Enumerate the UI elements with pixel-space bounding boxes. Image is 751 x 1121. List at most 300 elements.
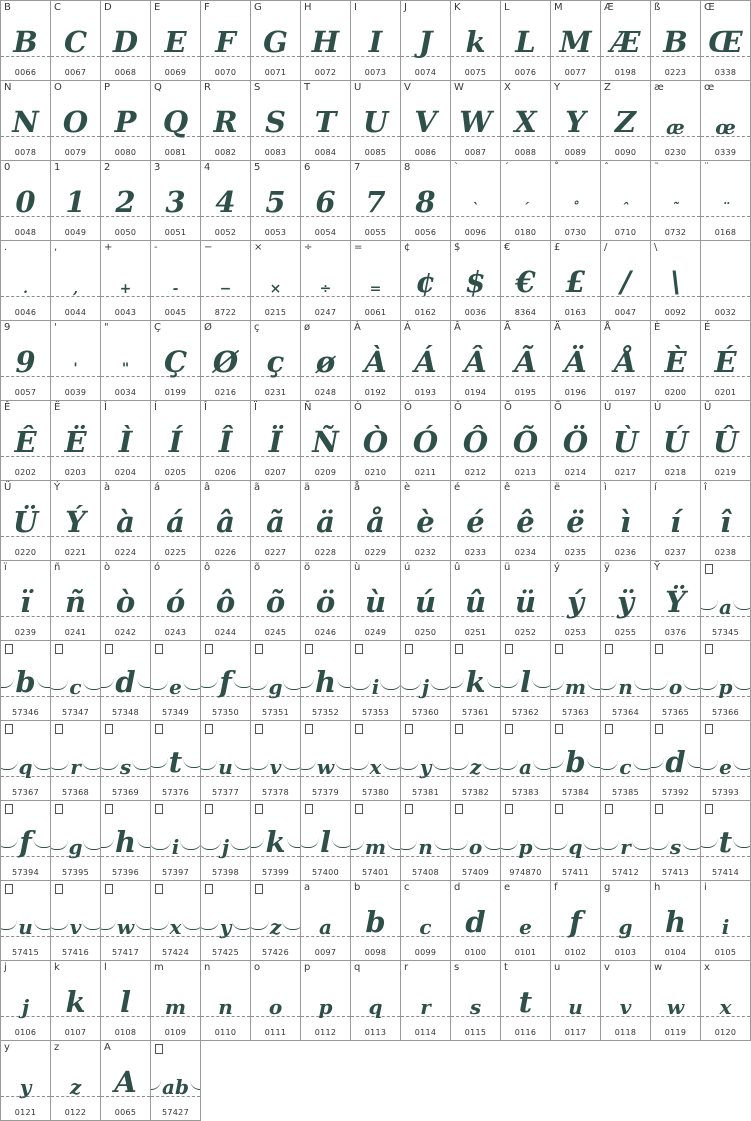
character-code: 0116 (514, 1028, 537, 1037)
glyph-sample: y (400, 747, 450, 787)
glyph-sample: Ä (564, 345, 587, 379)
glyph-cell (550, 880, 600, 960)
glyph-cell (600, 640, 650, 720)
character-label: 2 (104, 162, 111, 173)
character-code: 0114 (414, 1028, 437, 1037)
character-label: u (554, 962, 561, 973)
character-code: 0043 (114, 308, 137, 317)
glyph-sample: V (414, 105, 437, 139)
glyph-cell (450, 800, 500, 880)
glyph-sample: s (100, 747, 150, 787)
glyph-cell (150, 880, 200, 960)
character-label: Ô (454, 402, 462, 413)
glyph-cell (100, 960, 150, 1040)
glyph-cell (650, 240, 700, 320)
character-code: 0036 (464, 308, 487, 317)
character-code: 57363 (562, 708, 589, 717)
character-code: 0202 (14, 468, 37, 477)
glyph-sample: D (112, 25, 139, 59)
character-code: 0088 (514, 148, 537, 157)
glyph-sample: Ò (362, 425, 389, 459)
missing-glyph-box-icon (705, 564, 713, 574)
character-code: 57353 (362, 708, 389, 717)
glyph-sample: ô (215, 585, 236, 619)
character-label: 1 (54, 162, 61, 173)
glyph-sample: ´ (522, 201, 529, 217)
character-code: 57349 (162, 708, 189, 717)
glyph-cell (0, 320, 50, 400)
glyph-sample: y (19, 1075, 32, 1099)
glyph-sample: u (0, 907, 50, 947)
glyph-sample: u (200, 747, 250, 787)
glyph-cell (450, 720, 500, 800)
character-code: 0039 (64, 388, 87, 397)
character-label: - (154, 242, 158, 253)
character-label: Ø (204, 322, 212, 333)
character-code: 0255 (614, 628, 637, 637)
glyph-cell (400, 800, 450, 880)
glyph-cell (350, 0, 400, 80)
glyph-sample: × (269, 281, 282, 297)
glyph-sample (700, 262, 751, 302)
character-code: 0192 (364, 388, 387, 397)
glyph-cell (50, 560, 100, 640)
glyph-cell (450, 160, 500, 240)
glyph-sample: w (666, 995, 685, 1019)
glyph-sample: j (200, 827, 250, 867)
glyph-cell (400, 880, 450, 960)
glyph-sample: G (263, 25, 288, 59)
glyph-sample: o (450, 827, 500, 867)
character-label: T (304, 82, 311, 93)
character-code: 57399 (262, 868, 289, 877)
glyph-sample: Œ (708, 25, 743, 59)
glyph-sample: h (100, 822, 150, 862)
glyph-sample: n (218, 995, 233, 1019)
glyph-sample: Ÿ (665, 585, 686, 619)
glyph-cell (0, 1040, 50, 1121)
character-code: 0107 (64, 1028, 87, 1037)
glyph-cell (450, 320, 500, 400)
glyph-cell (400, 80, 450, 160)
glyph-cell (550, 160, 600, 240)
character-code: 0209 (314, 468, 337, 477)
character-code: 0049 (64, 228, 87, 237)
glyph-cell (400, 160, 450, 240)
character-code: 0109 (164, 1028, 187, 1037)
glyph-sample: é (466, 505, 485, 539)
glyph-sample: M (559, 25, 592, 59)
character-label: ë (554, 482, 561, 493)
glyph-cell (300, 480, 350, 560)
character-code: 57382 (462, 788, 489, 797)
glyph-cell (400, 0, 450, 80)
glyph-sample: a (700, 587, 751, 627)
character-label: a (304, 882, 311, 893)
glyph-cell (200, 240, 250, 320)
missing-glyph-box-icon (355, 804, 363, 814)
character-label: i (704, 882, 707, 893)
glyph-sample: Y (565, 105, 586, 139)
glyph-cell (350, 720, 400, 800)
glyph-sample: b (550, 742, 600, 782)
glyph-cell (700, 240, 751, 320)
glyph-cell (550, 720, 600, 800)
character-code: 0076 (514, 68, 537, 77)
character-code: 0077 (564, 68, 587, 77)
missing-glyph-box-icon (105, 804, 113, 814)
glyph-cell (500, 400, 550, 480)
glyph-cell (700, 400, 751, 480)
glyph-cell (550, 640, 600, 720)
character-code: 0081 (164, 148, 187, 157)
character-label: ü (504, 562, 511, 573)
character-code: 0221 (64, 548, 87, 557)
glyph-sample: . (23, 281, 28, 297)
glyph-cell (300, 800, 350, 880)
glyph-cell (350, 320, 400, 400)
glyph-cell (250, 400, 300, 480)
character-code: 0056 (414, 228, 437, 237)
missing-glyph-box-icon (255, 644, 263, 654)
character-label: ' (54, 322, 57, 333)
glyph-sample: œ (715, 115, 736, 139)
character-code: 0376 (664, 628, 687, 637)
character-label: Y (554, 82, 561, 93)
glyph-cell (250, 0, 300, 80)
glyph-sample: f (200, 662, 250, 702)
glyph-cell (700, 160, 751, 240)
character-code: 0245 (264, 628, 287, 637)
glyph-cell (150, 400, 200, 480)
character-code: 0119 (664, 1028, 687, 1037)
glyph-sample: Ô (462, 425, 489, 459)
glyph-sample: " (121, 361, 130, 377)
glyph-sample: Î (218, 425, 233, 459)
glyph-sample: Ê (14, 425, 37, 459)
missing-glyph-box-icon (205, 644, 213, 654)
glyph-sample: / (620, 265, 631, 299)
character-label: ù (354, 562, 361, 573)
character-code: 0203 (64, 468, 87, 477)
character-label: \ (654, 242, 658, 253)
glyph-sample: I (368, 25, 383, 59)
character-label: Ì (104, 402, 107, 413)
glyph-cell (500, 480, 550, 560)
character-label: / (604, 242, 608, 253)
glyph-sample: U (362, 105, 389, 139)
glyph-sample: û (464, 585, 487, 619)
glyph-cell (200, 0, 250, 80)
character-code: 0053 (264, 228, 287, 237)
glyph-cell (200, 960, 250, 1041)
glyph-sample: ` (472, 201, 479, 217)
character-label: Ç (154, 322, 161, 333)
character-label: p (304, 962, 311, 973)
character-label: ˚ (554, 162, 559, 173)
glyph-cell (500, 80, 550, 160)
character-code: 0089 (564, 148, 587, 157)
character-code: 57378 (262, 788, 289, 797)
glyph-cell (400, 480, 450, 560)
character-code: 0055 (364, 228, 387, 237)
character-label: k (54, 962, 60, 973)
glyph-sample: õ (265, 585, 286, 619)
glyph-cell (700, 0, 751, 80)
glyph-cell (300, 960, 350, 1041)
character-label: í (654, 482, 657, 493)
missing-glyph-box-icon (505, 724, 513, 734)
character-label: ä (304, 482, 311, 493)
glyph-cell (150, 0, 200, 80)
glyph-cell (200, 160, 250, 240)
missing-glyph-box-icon (305, 644, 313, 654)
glyph-sample: c (419, 915, 432, 939)
character-code: 0210 (364, 468, 387, 477)
glyph-cell (350, 560, 400, 640)
character-code: 0251 (464, 628, 487, 637)
character-label: U (354, 82, 362, 93)
glyph-sample: z (69, 1075, 82, 1099)
character-code: 0092 (664, 308, 687, 317)
glyph-cell (350, 160, 400, 240)
glyph-cell (200, 320, 250, 400)
character-label: À (354, 322, 361, 333)
glyph-cell (250, 800, 300, 880)
character-code: 57413 (662, 868, 689, 877)
glyph-sample: ï (19, 585, 32, 619)
glyph-sample: W (459, 105, 492, 139)
glyph-cell (250, 80, 300, 160)
character-code: 0087 (464, 148, 487, 157)
character-code: 0207 (264, 468, 287, 477)
character-code: 0197 (614, 388, 637, 397)
glyph-cell (0, 160, 50, 240)
character-label: Q (154, 82, 162, 93)
glyph-sample: q (368, 995, 383, 1019)
glyph-sample: A (114, 1065, 137, 1099)
character-label: 0 (4, 162, 11, 173)
glyph-cell (150, 1040, 201, 1121)
character-code: 0072 (314, 68, 337, 77)
character-label: ´ (504, 162, 509, 173)
glyph-cell (300, 640, 350, 720)
character-code: 57417 (112, 948, 139, 957)
character-code: 0078 (14, 148, 37, 157)
character-code: 0083 (264, 148, 287, 157)
character-code: 0250 (414, 628, 437, 637)
character-code: 0168 (714, 228, 737, 237)
glyph-sample: Ñ (312, 425, 339, 459)
character-label: È (654, 322, 661, 333)
missing-glyph-box-icon (505, 644, 513, 654)
glyph-cell (500, 160, 550, 240)
character-code: 0218 (664, 468, 687, 477)
character-label: Ó (404, 402, 412, 413)
missing-glyph-box-icon (55, 724, 63, 734)
missing-glyph-box-icon (605, 724, 613, 734)
character-label: J (404, 2, 407, 13)
glyph-cell (600, 320, 650, 400)
glyph-sample: É (714, 345, 737, 379)
character-label: Z (604, 82, 611, 93)
glyph-cell (450, 0, 500, 80)
character-code: 57425 (212, 948, 239, 957)
glyph-cell (400, 720, 450, 800)
character-label: v (604, 962, 610, 973)
glyph-sample: ÷ (319, 281, 332, 297)
glyph-cell (500, 560, 550, 640)
character-code: 57376 (162, 788, 189, 797)
character-code: 0061 (364, 308, 387, 317)
character-code: 0113 (364, 1028, 387, 1037)
character-label: E (154, 2, 161, 13)
character-label: H (304, 2, 312, 13)
character-label: M (554, 2, 563, 13)
character-code: 0195 (514, 388, 537, 397)
glyph-sample: Æ (610, 25, 641, 59)
glyph-cell (150, 240, 200, 320)
glyph-sample: ã (266, 505, 285, 539)
glyph-sample: v (619, 995, 632, 1019)
missing-glyph-box-icon (655, 644, 663, 654)
character-code: 0232 (414, 548, 437, 557)
glyph-sample: b (0, 662, 50, 702)
glyph-cell (300, 240, 350, 320)
glyph-sample: f (0, 822, 50, 862)
glyph-sample: ù (364, 585, 387, 619)
character-code: 57361 (462, 708, 489, 717)
character-code: 0206 (214, 468, 237, 477)
glyph-cell (150, 720, 200, 800)
glyph-cell (300, 320, 350, 400)
glyph-sample: 4 (215, 185, 236, 219)
character-code: 57348 (112, 708, 139, 717)
character-code: 0228 (314, 548, 337, 557)
glyph-sample: g (50, 827, 100, 867)
glyph-sample: ¢ (415, 265, 436, 299)
character-code: 0339 (714, 148, 737, 157)
glyph-sample: g (250, 667, 300, 707)
character-code: 0101 (514, 948, 537, 957)
character-label: ú (404, 562, 411, 573)
character-code: 0085 (364, 148, 387, 157)
character-label: m (154, 962, 164, 973)
character-code: 8364 (514, 308, 537, 317)
character-label: 5 (254, 162, 261, 173)
character-code: 0237 (664, 548, 687, 557)
glyph-cell (150, 960, 200, 1040)
missing-glyph-box-icon (155, 884, 163, 894)
character-code: 0223 (664, 68, 687, 77)
missing-glyph-box-icon (355, 724, 363, 734)
glyph-cell (50, 80, 100, 160)
glyph-sample: Z (614, 105, 637, 139)
character-label: ò (104, 562, 111, 573)
glyph-cell (400, 640, 450, 720)
character-code: 0065 (114, 1108, 137, 1117)
character-label: Å (604, 322, 611, 333)
character-label: j (4, 962, 7, 973)
glyph-sample: ü (514, 585, 537, 619)
glyph-cell (500, 720, 550, 800)
character-code: 0193 (414, 388, 437, 397)
glyph-cell (700, 880, 751, 960)
character-code: 0204 (114, 468, 137, 477)
character-code: 0067 (64, 68, 87, 77)
character-code: 57394 (12, 868, 39, 877)
glyph-sample: Ö (562, 425, 589, 459)
character-code: 0236 (614, 548, 637, 557)
character-label: × (254, 242, 263, 253)
character-code: 0096 (464, 228, 487, 237)
glyph-sample: £ (565, 265, 586, 299)
glyph-cell (350, 800, 400, 880)
glyph-cell (650, 0, 700, 80)
glyph-cell (550, 240, 600, 320)
character-label: É (704, 322, 711, 333)
glyph-cell (300, 720, 350, 800)
character-label: F (204, 2, 210, 13)
character-label: = (354, 242, 363, 253)
character-label: g (604, 882, 611, 893)
glyph-cell (50, 800, 100, 880)
character-code: 57383 (512, 788, 539, 797)
glyph-sample: 2 (115, 185, 136, 219)
glyph-cell (350, 880, 400, 960)
glyph-cell (100, 560, 150, 640)
missing-glyph-box-icon (55, 884, 63, 894)
character-code: 57365 (662, 708, 689, 717)
glyph-sample: g (618, 915, 633, 939)
character-code: 0075 (464, 68, 487, 77)
glyph-cell (300, 560, 350, 640)
character-code: 0106 (14, 1028, 37, 1037)
character-code: 0032 (714, 308, 737, 317)
character-label: Ë (54, 402, 61, 413)
character-label: O (54, 82, 62, 93)
glyph-cell (150, 80, 200, 160)
character-label: Ü (4, 482, 12, 493)
character-label: R (204, 82, 211, 93)
missing-glyph-box-icon (155, 1044, 163, 1054)
glyph-sample: T (314, 105, 337, 139)
character-code: 0198 (614, 68, 637, 77)
glyph-sample: í (669, 505, 682, 539)
character-label: $ (454, 242, 461, 253)
glyph-cell (100, 0, 150, 80)
character-code: 0045 (164, 308, 187, 317)
character-label: ÿ (604, 562, 610, 573)
glyph-sample: P (114, 105, 137, 139)
character-code: 0079 (64, 148, 87, 157)
missing-glyph-box-icon (155, 804, 163, 814)
character-label: s (454, 962, 460, 973)
glyph-cell (50, 640, 100, 720)
glyph-sample: l (300, 822, 350, 862)
glyph-sample: Ç (163, 345, 188, 379)
character-label: ï (4, 562, 7, 573)
glyph-cell (50, 0, 100, 80)
glyph-sample: w (100, 907, 150, 947)
glyph-cell (350, 960, 400, 1041)
glyph-cell (350, 240, 400, 320)
glyph-cell (50, 160, 100, 240)
missing-glyph-box-icon (205, 804, 213, 814)
glyph-cell (650, 400, 700, 480)
character-code: 0238 (714, 548, 737, 557)
glyph-cell (50, 720, 100, 800)
